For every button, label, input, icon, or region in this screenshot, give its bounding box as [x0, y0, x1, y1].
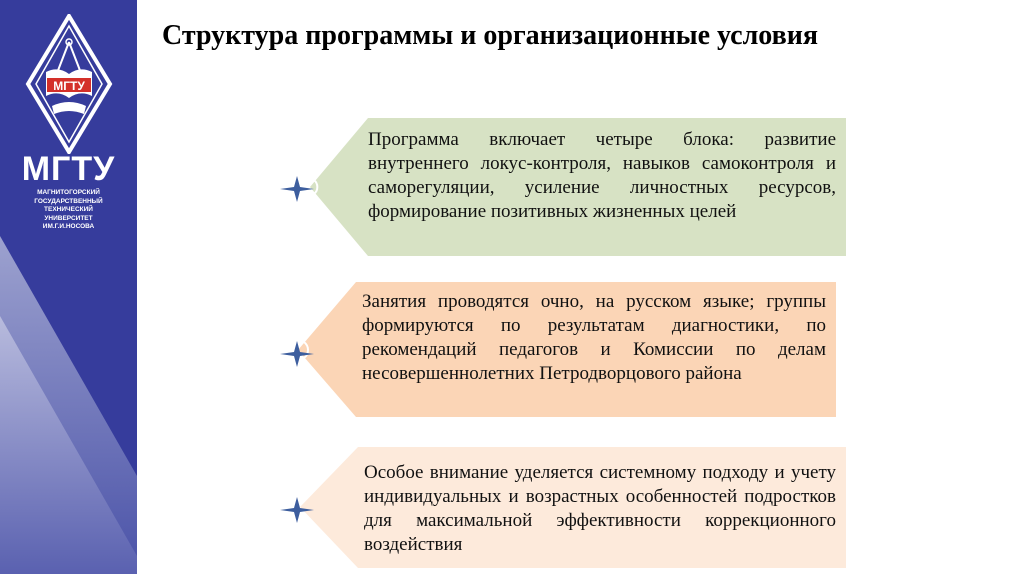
brand-subtitle: [0, 189, 137, 232]
brand-line: ГОСУДАРСТВЕННЫЙ: [34, 197, 103, 205]
brand-line: МАГНИТОГОРСКИЙ: [37, 189, 100, 196]
content-block-1: [310, 118, 846, 256]
star-bullet-icon: [280, 341, 314, 367]
brand-line: ИМ.Г.И.НОСОВА: [42, 223, 95, 230]
sidebar: [0, 0, 137, 574]
block-text: Программа включает четыре блока: развитие внутреннего локус-контроля, навыков самоконтроля и саморегуляции, усиление личностных ресурсов, формирование позитивных жизненных целей: [368, 129, 836, 222]
content-block-2: [298, 282, 836, 417]
brand-name: МГТУ: [21, 150, 116, 188]
brand-line: УНИВЕРСИТЕТ: [44, 214, 93, 222]
content-block-3: [300, 447, 846, 568]
university-logo: [24, 14, 114, 154]
star-bullet-icon: [280, 176, 314, 202]
block-text: Особое внимание уделяется системному подходу и учету индивидуальных и возрастных особенностей подростков для максимальной эффективности коррекционного воздействия: [364, 462, 836, 555]
brand-line: ТЕХНИЧЕСКИЙ: [44, 206, 93, 213]
star-bullet-icon: [280, 497, 314, 523]
svg-text:МГТУ: МГТУ: [53, 79, 85, 93]
block-text: Занятия проводятся очно, на русском языке; группы формируются по результатам диагностики, по рекомендаций педагогов и Комиссии по делам несовершеннолетних Петродворцового района: [362, 291, 826, 384]
slide-title: Структура программы и организационные условия: [162, 20, 818, 51]
